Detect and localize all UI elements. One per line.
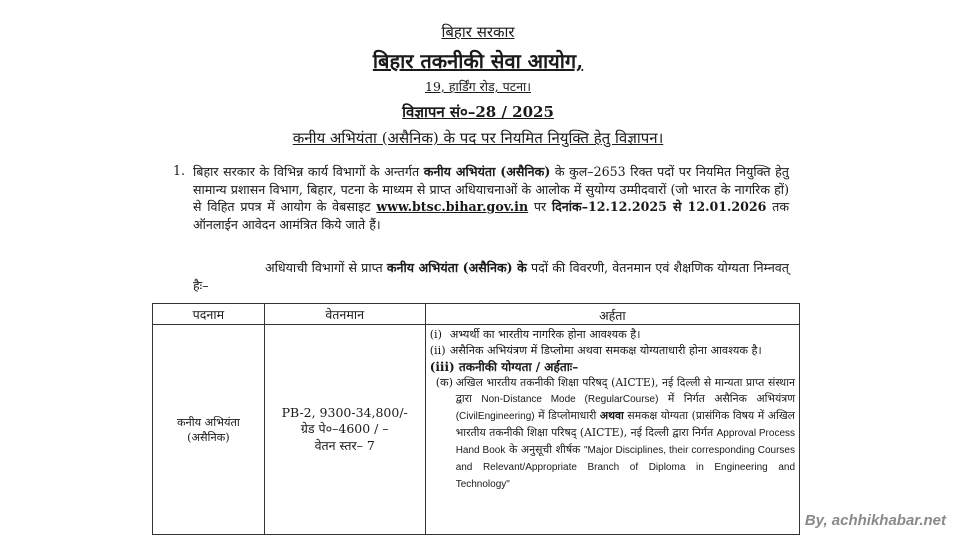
subitem-key: (क) (435, 376, 454, 389)
ka-part-en: "Major Disciplines, their corresponding Courses and Relevant/Appropriate Branch of Diploma in Engineering and Technology" (455, 445, 795, 490)
header-pay: वेतनमान (264, 304, 425, 325)
website-link[interactable]: www.btsc.bihar.gov.in (376, 199, 529, 214)
para1-text-a: बिहार सरकार के विभिन्न कार्य विभागों के अन्तर्गत (193, 164, 424, 179)
ka-part: में डिप्लोमाधारी (534, 409, 600, 422)
paragraph-2 (193, 259, 789, 294)
pay-level: वेतन स्तर– 7 (314, 438, 375, 453)
eligibility-item (430, 327, 795, 343)
table-row (153, 325, 800, 535)
ka-part: में निर्गत असैनिक अभियंत्रण (658, 392, 795, 405)
para2-text-b: पदों की विवरणी, वेतनमान एवं शैक्षणिक योग्यता निम्नवत् हैः– (193, 260, 789, 293)
application-dates: दिनांक–12.12.2025 से 12.01.2026 (551, 199, 767, 214)
grade-pay: ग्रेड पे०–4600 / – (300, 421, 389, 436)
ka-part-en: Non-Distance Mode (RegularCourse) (481, 394, 659, 405)
item-key: (i) (429, 328, 442, 341)
table-header-row (153, 304, 800, 325)
technical-qualification-heading: (iii) तकनीकी योग्यता / अर्हताः– (429, 360, 579, 374)
header-post: पदनाम (153, 304, 265, 325)
para1-text-d: तक ऑनलाईन आवेदन आमंत्रित किये जाते हैं। (193, 199, 789, 232)
para2-post: कनीय अभियंता (असैनिक) के (386, 260, 527, 275)
advertisement-number: विज्ञापन सं०–28 / 2025 (402, 103, 554, 121)
para1-text-c: पर (528, 199, 552, 214)
ka-part-bold: अथवा (599, 409, 624, 422)
ka-part: अखिल भारतीय तकनीकी शिक्षा परिषद् (AICTE), नई दिल्ली से मान्यता प्राप्त संस्थान द्वारा (455, 376, 795, 405)
header-eligibility: अर्हता (425, 304, 799, 325)
ka-part: समकक्ष योग्यता (प्रासंगिक विषय में अखिल भारतीय तकनीकी शिक्षा परिषद् (AICTE), नई दिल्ली द्वारा निर्गत (455, 409, 795, 439)
pay-band: PB-2, 9300-34,800/- (281, 405, 408, 420)
item-key: (ii) (429, 344, 446, 357)
para-number: 1. (173, 163, 186, 178)
ka-part: के अनुसूची शीर्षक (505, 443, 584, 456)
ka-part-en: Approval Process Hand Book (455, 428, 796, 456)
watermark: By, achhikhabar.net (804, 512, 946, 529)
commission-title: बिहार तकनीकी सेवा आयोग, (372, 49, 584, 73)
item-text: असैनिक अभियंत्रण में डिप्लोमा अथवा समकक्ष योग्यताधारी होना आवश्यक है। (449, 344, 762, 357)
post-branch: (असैनिक) (187, 430, 230, 444)
commission-address: 19, हार्डिंग रोड, पटना। (425, 79, 531, 94)
posts-table (152, 303, 800, 535)
eligibility-subitem (430, 375, 795, 493)
subitem-text (456, 375, 795, 493)
eligibility-item (430, 343, 795, 359)
govt-heading: बिहार सरकार (441, 23, 515, 41)
eligibility-cell (425, 325, 799, 535)
post-name: कनीय अभियंता (176, 415, 240, 429)
post-cell (153, 325, 265, 535)
para1-text-b: के कुल–2653 रिक्त पदों पर नियमित नियुक्ति हेतु सामान्य प्रशासन विभाग, बिहार, पटना के माध्यम से प्राप्त अधियाचनाओं के आलोक में सुयोग्य उम्मीदवारों (जो भारत के नागरिक हों) से विहित प्रपत्र में आयोग के वेबसाइट (193, 164, 789, 214)
advertisement-subject: कनीय अभियंता (असैनिक) के पद पर नियमित नियुक्ति हेतु विज्ञापन। (292, 129, 664, 147)
pay-cell (264, 325, 425, 535)
paragraph-1 (193, 163, 789, 233)
ka-part-en: (CivilEngineering) (455, 411, 535, 422)
para1-post: कनीय अभियंता (असैनिक) (423, 164, 551, 179)
para2-text-a: अधियाची विभागों से प्राप्त (265, 260, 387, 275)
item-text: अभ्यर्थी का भारतीय नागरिक होना आवश्यक है। (449, 328, 641, 341)
